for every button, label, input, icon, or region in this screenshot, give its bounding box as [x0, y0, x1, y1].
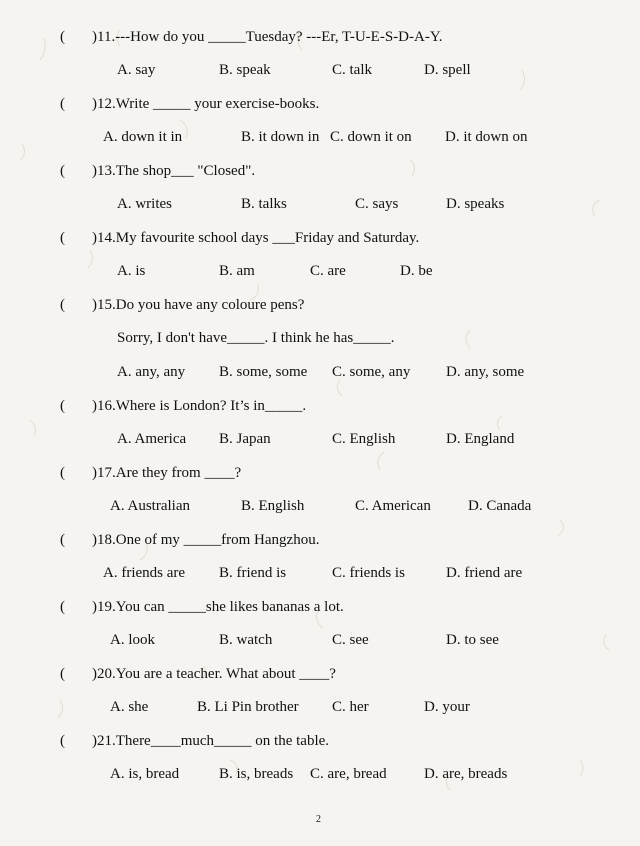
option-c[interactable]: C. are, bread — [310, 766, 387, 782]
option-d[interactable]: D. be — [400, 263, 433, 279]
option-d[interactable]: D. it down on — [445, 129, 528, 145]
option-c[interactable]: C. American — [355, 498, 431, 514]
answer-paren[interactable]: ( — [60, 733, 65, 749]
option-c[interactable]: C. her — [332, 699, 369, 715]
option-d[interactable]: D. to see — [446, 632, 499, 648]
option-d[interactable]: D. spell — [424, 62, 471, 78]
option-c[interactable]: C. down it on — [330, 129, 412, 145]
option-b[interactable]: B. talks — [241, 196, 287, 212]
option-b[interactable]: B. Japan — [219, 431, 271, 447]
question-stem: )13.The shop___ "Closed". — [92, 163, 256, 179]
option-d[interactable]: D. England — [446, 431, 515, 447]
answer-paren[interactable]: ( — [60, 163, 65, 179]
option-d[interactable]: D. any, some — [446, 364, 525, 380]
option-a[interactable]: A. down it in — [103, 129, 183, 145]
option-c[interactable]: C. English — [332, 431, 396, 447]
question-stem: )18.One of my _____from Hangzhou. — [92, 532, 320, 548]
question-stem: )19.You can _____she likes bananas a lot. — [92, 599, 344, 615]
option-a[interactable]: A. writes — [117, 196, 172, 212]
option-c[interactable]: C. friends is — [332, 565, 405, 581]
option-b[interactable]: B. it down in — [241, 129, 320, 145]
option-c[interactable]: C. says — [355, 196, 399, 212]
option-d[interactable]: D. your — [424, 699, 470, 715]
option-b[interactable]: B. watch — [219, 632, 273, 648]
option-a[interactable]: A. she — [110, 699, 149, 715]
option-a[interactable]: A. look — [110, 632, 155, 648]
option-b[interactable]: B. friend is — [219, 565, 287, 581]
question-stem: )15.Do you have any coloure pens? — [92, 297, 305, 313]
option-c[interactable]: C. some, any — [332, 364, 411, 380]
answer-paren[interactable]: ( — [60, 96, 65, 112]
answer-paren[interactable]: ( — [60, 465, 65, 481]
option-d[interactable]: D. are, breads — [424, 766, 508, 782]
option-c[interactable]: C. are — [310, 263, 346, 279]
page-number: 2 — [316, 814, 321, 825]
option-a[interactable]: A. any, any — [117, 364, 186, 380]
option-a[interactable]: A. friends are — [103, 565, 186, 581]
option-a[interactable]: A. say — [117, 62, 156, 78]
question-stem: )17.Are they from ____? — [92, 465, 242, 481]
answer-paren[interactable]: ( — [60, 398, 65, 414]
option-b[interactable]: B. English — [241, 498, 305, 514]
option-b[interactable]: B. Li Pin brother — [197, 699, 299, 715]
option-b[interactable]: B. some, some — [219, 364, 308, 380]
question-stem: )14.My favourite school days ___Friday and Saturday. — [92, 230, 420, 246]
answer-paren[interactable]: ( — [60, 599, 65, 615]
option-b[interactable]: B. speak — [219, 62, 271, 78]
answer-paren[interactable]: ( — [60, 29, 65, 45]
option-d[interactable]: D. Canada — [468, 498, 532, 514]
option-a[interactable]: A. is — [117, 263, 146, 279]
question-stem: )16.Where is London? It’s in_____. — [92, 398, 307, 414]
option-b[interactable]: B. am — [219, 263, 255, 279]
answer-paren[interactable]: ( — [60, 666, 65, 682]
question-stem: )20.You are a teacher. What about ____? — [92, 666, 336, 682]
option-a[interactable]: A. is, bread — [110, 766, 180, 782]
option-d[interactable]: D. friend are — [446, 565, 523, 581]
question-stem: )21.There____much_____ on the table. — [92, 733, 330, 749]
option-c[interactable]: C. see — [332, 632, 369, 648]
option-a[interactable]: A. America — [117, 431, 187, 447]
answer-paren[interactable]: ( — [60, 532, 65, 548]
question-stem: )12.Write _____ your exercise-books. — [92, 96, 320, 112]
question-stem: )11.---How do you _____Tuesday? ---Er, T-U-E-S-D-A-Y. — [92, 29, 443, 45]
option-a[interactable]: A. Australian — [110, 498, 190, 514]
option-d[interactable]: D. speaks — [446, 196, 505, 212]
question-subline: Sorry, I don't have_____. I think he has_____. — [117, 330, 395, 346]
option-b[interactable]: B. is, breads — [219, 766, 294, 782]
answer-paren[interactable]: ( — [60, 297, 65, 313]
answer-paren[interactable]: ( — [60, 230, 65, 246]
option-c[interactable]: C. talk — [332, 62, 372, 78]
